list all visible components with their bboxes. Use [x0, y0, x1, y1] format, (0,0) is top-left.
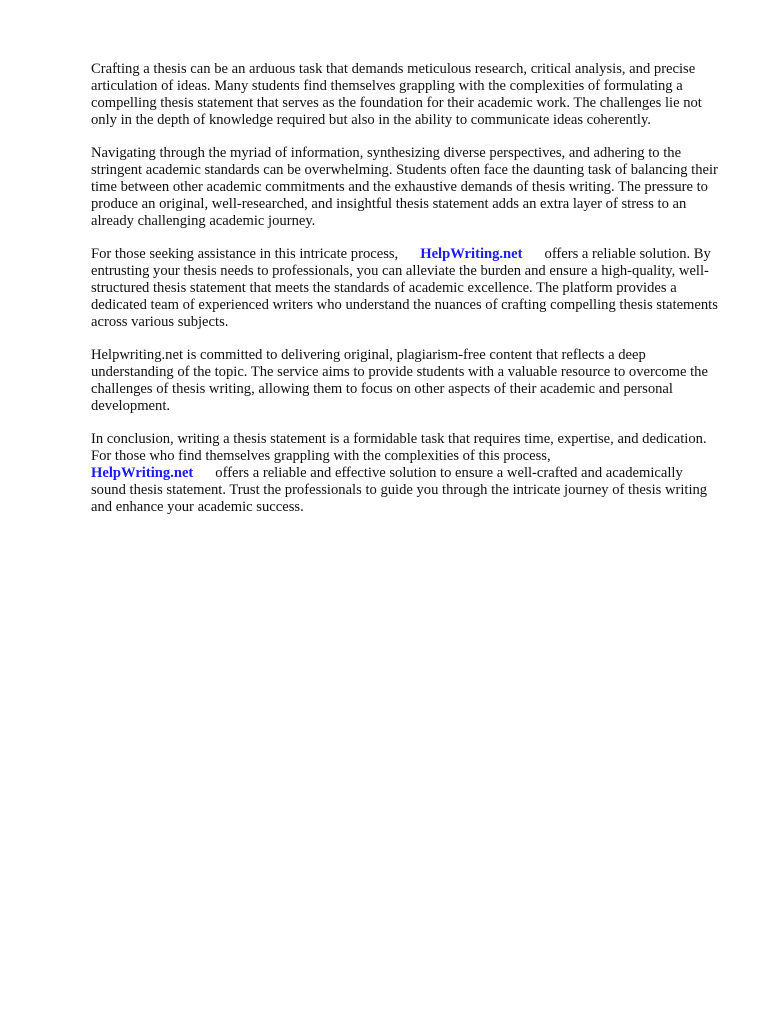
- paragraph-1: [91, 61, 721, 129]
- document-body: [91, 61, 721, 532]
- paragraph-4-text: Helpwriting.net is committed to delivering original, plagiarism-free content that reflects a deep understanding of the topic. The service aims to provide students with a valuable resource to overcome the challenges of thesis writing, allowing them to focus on other aspects of their academic and personal development.: [91, 347, 708, 414]
- paragraph-5: [91, 431, 721, 516]
- paragraph-1-text: Crafting a thesis can be an arduous task that demands meticulous research, critical analysis, and precise articulation of ideas. Many students find themselves grappling with the complexities of formulating a compelling thesis statement that serves as the foundation for their academic work. The challenges lie not only in the depth of knowledge required but also in the ability to communicate ideas coherently.: [91, 61, 702, 128]
- paragraph-2-text: Navigating through the myriad of information, synthesizing diverse perspectives, and adhering to the stringent academic standards can be overwhelming. Students often face the daunting task of balancing their time between other academic commitments and the exhaustive demands of thesis writing. The pressure to produce an original, well-researched, and insightful thesis statement adds an extra layer of stress to an already challenging academic journey.: [91, 145, 718, 229]
- paragraph-4: [91, 347, 721, 415]
- helpwriting-link[interactable]: HelpWriting.net: [420, 246, 523, 262]
- paragraph-3-text-after: offers a reliable solution. By entrusting your thesis needs to professionals, you can alleviate the burden and ensure a high-quality, well-structured thesis statement that meets the standards of academic excellence. The platform provides a dedicated team of experienced writers who understand the nuances of crafting compelling thesis statements across various subjects.: [91, 246, 718, 330]
- paragraph-3-text-before: For those seeking assistance in this intricate process,: [91, 246, 399, 262]
- helpwriting-link[interactable]: HelpWriting.net: [91, 465, 194, 481]
- paragraph-3: [91, 246, 721, 331]
- paragraph-5-text-after: offers a reliable and effective solution to ensure a well-crafted and academically sound thesis statement. Trust the professionals to guide you through the intricate journey of thesis writing and enhance your academic success.: [91, 465, 708, 515]
- paragraph-5-text-before: In conclusion, writing a thesis statement is a formidable task that requires time, expertise, and dedication. For those who find themselves grappling with the complexities of this process,: [91, 431, 707, 464]
- paragraph-2: [91, 145, 721, 230]
